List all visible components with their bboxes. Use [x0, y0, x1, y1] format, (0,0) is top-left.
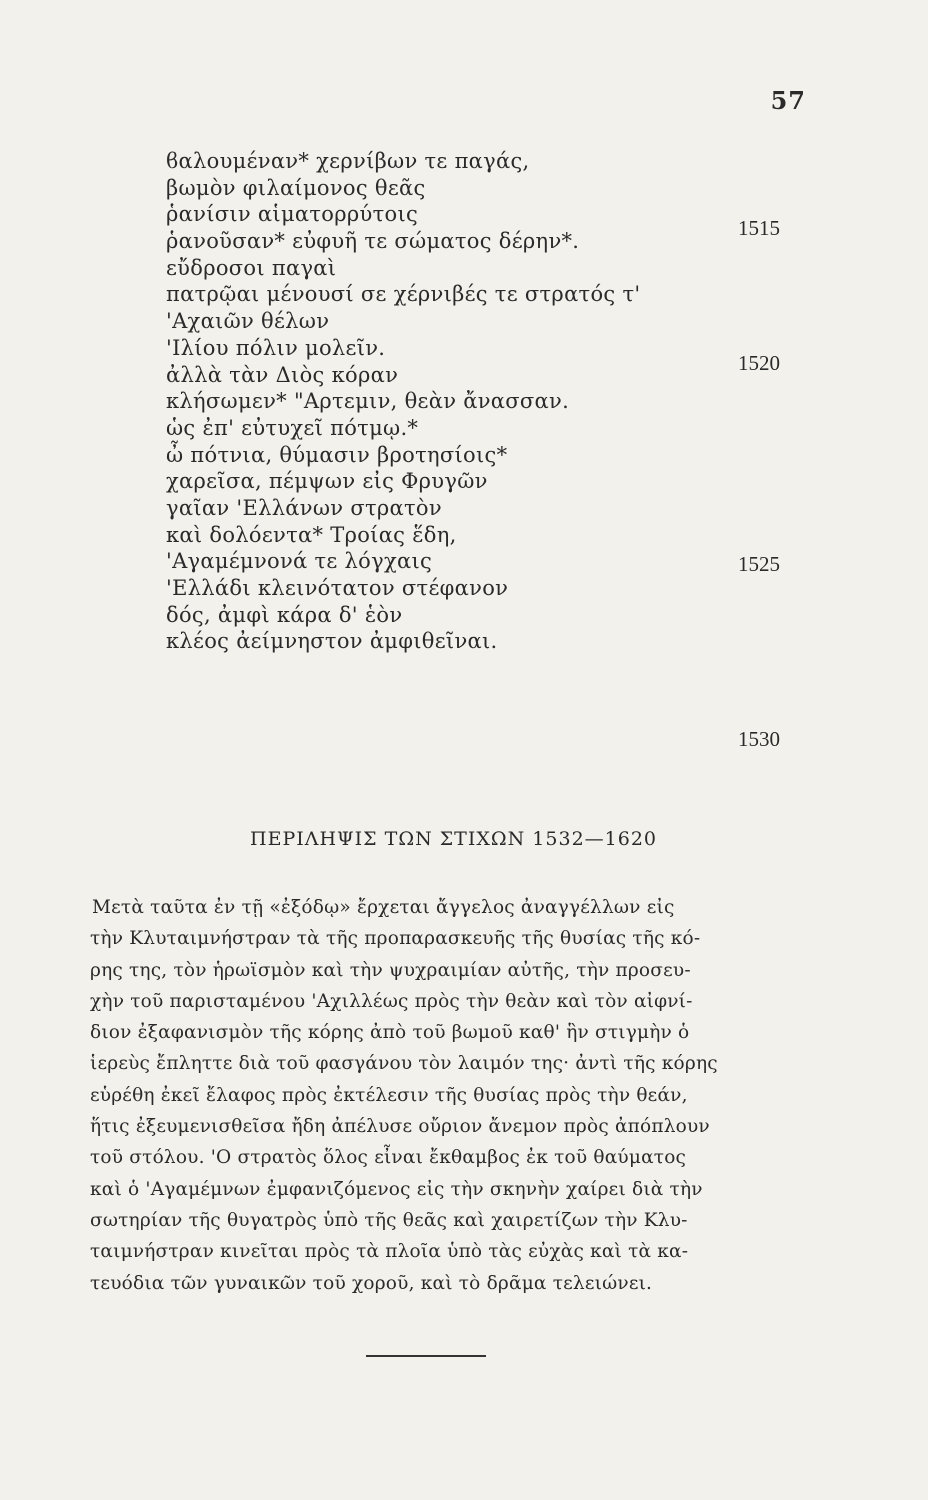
verse-line: ῥανοῦσαν* εὐφυῆ τε σώματος δέρην*.: [166, 229, 580, 254]
page-number: 57: [770, 86, 806, 115]
verse-line: εὔδροσοι παγαὶ: [166, 255, 337, 280]
verse-line: βωμὸν φιλαίμονος θεᾶς: [166, 175, 426, 200]
summary-line: ρης της, τὸν ἡρωϊσμὸν καὶ τὴν ψυχραιμίαν αὐτῆς, τὴν προσευ-: [90, 959, 691, 981]
verse-line: 'Ιλίου πόλιν μολεῖν.: [166, 335, 386, 360]
summary-line: τευόδια τῶν γυναικῶν τοῦ χοροῦ, καὶ τὸ δρᾶμα τελειώνει.: [90, 1272, 653, 1294]
verse-line: ὦ πότνια, θύμασιν βροτησίοις*: [166, 442, 508, 467]
summary-paragraph: [90, 892, 790, 1299]
summary-line: διον ἐξαφανισμὸν τῆς κόρης ἀπὸ τοῦ βωμοῦ καθ' ἣν στιγμὴν ὁ: [90, 1022, 690, 1044]
section-heading: ΠΕΡΙΛΗΨΙΣ ΤΩΝ ΣΤΙΧΩΝ 1532—1620: [250, 828, 658, 850]
verse-line: πατρῷαι μένουσί σε χέρνιβές τε στρατός τ': [166, 282, 641, 307]
line-number-1515: 1515: [738, 216, 780, 240]
summary-line: ταιμνήστραν κινεῖται πρὸς τὰ πλοῖα ὑπὸ τὰς εὐχὰς καὶ τὰ κα-: [90, 1241, 689, 1263]
summary-line: σωτηρίαν τῆς θυγατρὸς ὑπὸ τῆς θεᾶς καὶ χαιρετίζων τὴν Κλυ-: [90, 1209, 688, 1231]
summary-line: εὑρέθη ἐκεῖ ἔλαφος πρὸς ἐκτέλεσιν τῆς θυσίας πρὸς τὴν θεάν,: [90, 1084, 688, 1106]
verse-line: χαρεῖσα, πέμψων εἰς Φρυγῶν: [166, 469, 488, 494]
verse-block: [166, 148, 766, 655]
verse-line: γαῖαν 'Ελλάνων στρατὸν: [166, 495, 442, 520]
verse-line: 'Ελλάδι κλεινότατον στέφανον: [166, 576, 509, 600]
summary-line: ἱερεὺς ἔπληττε διὰ τοῦ φασγάνου τὸν λαιμόν της· ἀντὶ τῆς κόρης: [90, 1053, 718, 1075]
line-number-1525: 1525: [738, 552, 780, 576]
line-number-1530: 1530: [738, 727, 780, 751]
verse-line: δός, ἀμφὶ κάρα δ' ἑὸν: [166, 602, 403, 627]
verse-line: ἀλλὰ τὰν Διὸς κόραν: [166, 362, 399, 387]
line-number-1520: 1520: [738, 351, 780, 375]
summary-line: ἥτις ἐξευμενισθεῖσα ἤδη ἀπέλυσε οὔριον ἄνεμον πρὸς ἀπόπλουν: [90, 1116, 710, 1138]
verse-line: 'Αχαιῶν θέλων: [166, 309, 330, 334]
verse-line: κλήσωμεν* "Αρτεμιν, θεὰν ἄνασσαν.: [166, 389, 570, 414]
verse-line: ὡς ἐπ' εὐτυχεῖ πότμῳ.*: [166, 415, 419, 440]
verse-line: 'Αγαμέμνονά τε λόγχαις: [166, 549, 433, 574]
summary-line: καὶ ὁ 'Αγαμέμνων ἐμφανιζόμενος εἰς τὴν σκηνὴν χαίρει διὰ τὴν: [90, 1178, 703, 1200]
summary-line: τοῦ στόλου. 'Ο στρατὸς ὅλος εἶναι ἔκθαμβος ἐκ τοῦ θαύματος: [90, 1147, 687, 1169]
verse-line: καὶ δολόεντα* Τροίας ἕδη,: [166, 522, 457, 547]
verse-line: κλέος ἀείμνηστον ἀμφιθεῖναι.: [166, 629, 498, 654]
summary-line: τὴν Κλυταιμνήστραν τὰ τῆς προπαρασκευῆς τῆς θυσίας τῆς κό-: [90, 928, 701, 950]
verse-line: ϐαλουμέναν* χερνίβων τε παγάς,: [166, 149, 530, 173]
summary-line: χὴν τοῦ παρισταμένου 'Αχιλλέως πρὸς τὴν θεὰν καὶ τὸν αἰφνί-: [90, 990, 693, 1012]
end-divider: [366, 1355, 486, 1357]
verse-line: ῥανίσιν αἱματορρύτοις: [166, 202, 419, 227]
summary-line: Μετὰ ταῦτα ἐν τῇ «ἐξόδῳ» ἔρχεται ἄγγελος ἀναγγέλλων εἰς: [92, 897, 675, 918]
